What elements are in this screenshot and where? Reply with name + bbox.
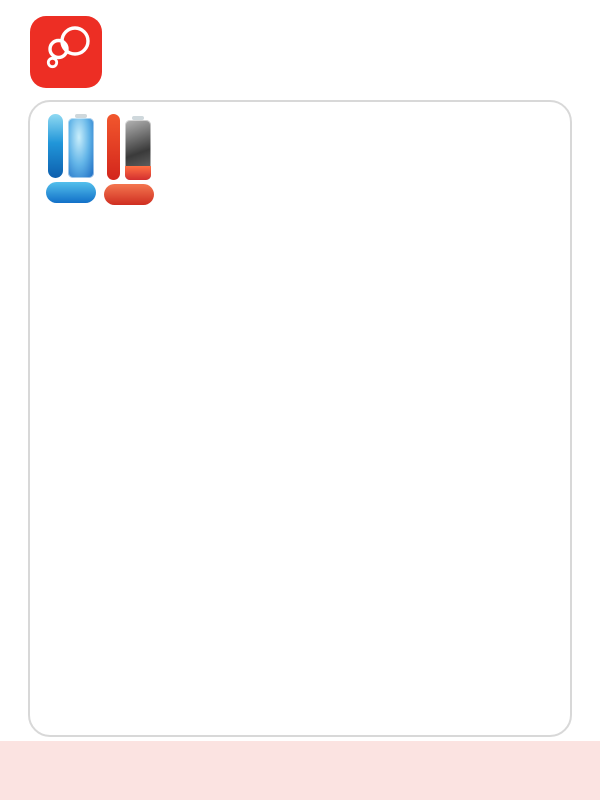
blue-battery-pill-icon: [48, 114, 63, 178]
good-cycles-badge: [46, 182, 96, 203]
header: [30, 16, 470, 88]
bad-cycles-badge: [104, 184, 154, 205]
sections-column: [244, 102, 570, 735]
footer-banner: [0, 741, 600, 800]
robogil-circles-icon: [30, 16, 102, 88]
footer-text: [30, 750, 570, 764]
brand-comparison-chart: [162, 118, 244, 268]
page-title: [118, 16, 470, 25]
bad-battery-group: [104, 114, 154, 205]
full-battery-icon: [68, 114, 94, 178]
empty-battery-icon: [125, 116, 151, 180]
good-battery-group: [46, 114, 96, 203]
charts-column: [30, 102, 244, 735]
content-card: [28, 100, 572, 737]
other-batteries-tag: [107, 114, 120, 180]
robogil-logo: [30, 16, 102, 88]
battery-comparison: [36, 106, 244, 268]
